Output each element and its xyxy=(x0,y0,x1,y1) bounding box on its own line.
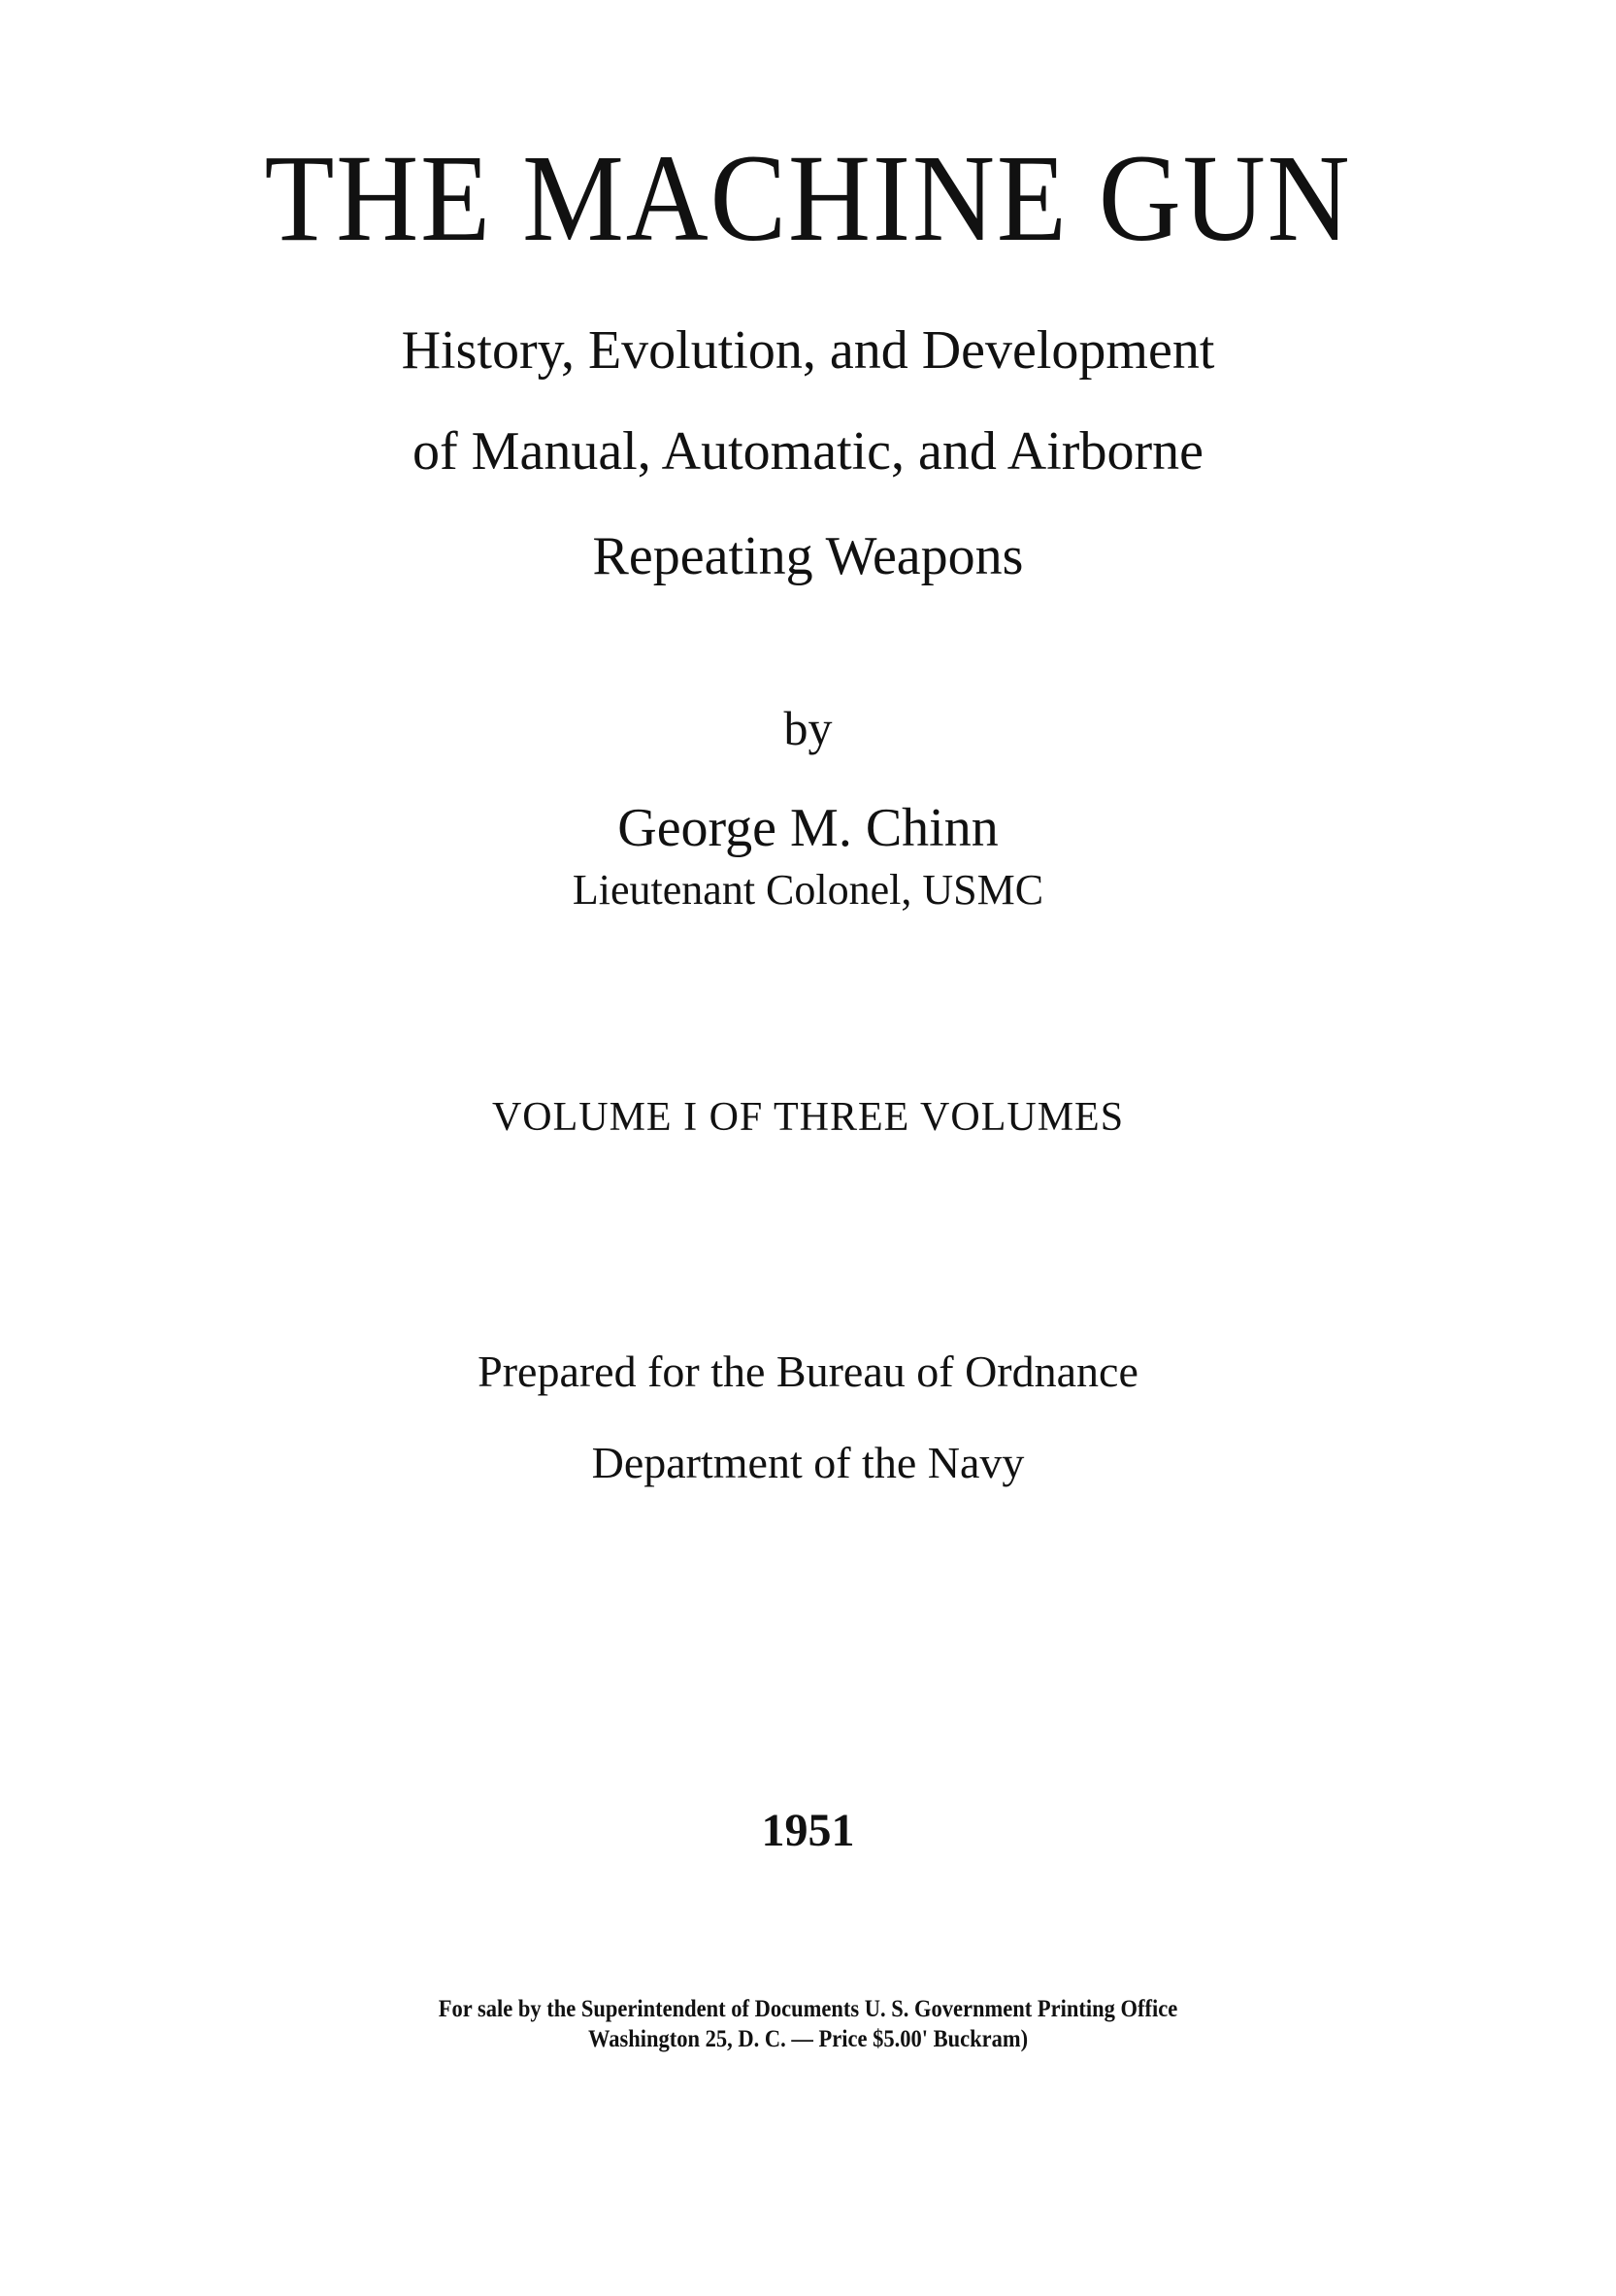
footer-sale-line: For sale by the Superintendent of Documents U. S. Government Printing Office xyxy=(438,1996,1178,2022)
book-title: THE MACHINE GUN xyxy=(264,129,1352,267)
subtitle-line-2: of Manual, Automatic, and Airborne xyxy=(412,421,1204,482)
department-line: Department of the Navy xyxy=(591,1438,1025,1487)
volume-statement: VOLUME I OF THREE VOLUMES xyxy=(491,1095,1125,1140)
footer-price-line: Washington 25, D. C. — Price $5.00' Buckram) xyxy=(587,2026,1029,2052)
subtitle-line-1: History, Evolution, and Development xyxy=(401,320,1215,381)
author-rank: Lieutenant Colonel, USMC xyxy=(572,866,1044,914)
publication-year: 1951 xyxy=(761,1805,855,1856)
byline-by: by xyxy=(783,701,833,755)
subtitle-line-3: Repeating Weapons xyxy=(592,526,1024,586)
prepared-for-line: Prepared for the Bureau of Ordnance xyxy=(478,1347,1138,1396)
author-name: George M. Chinn xyxy=(617,798,999,858)
